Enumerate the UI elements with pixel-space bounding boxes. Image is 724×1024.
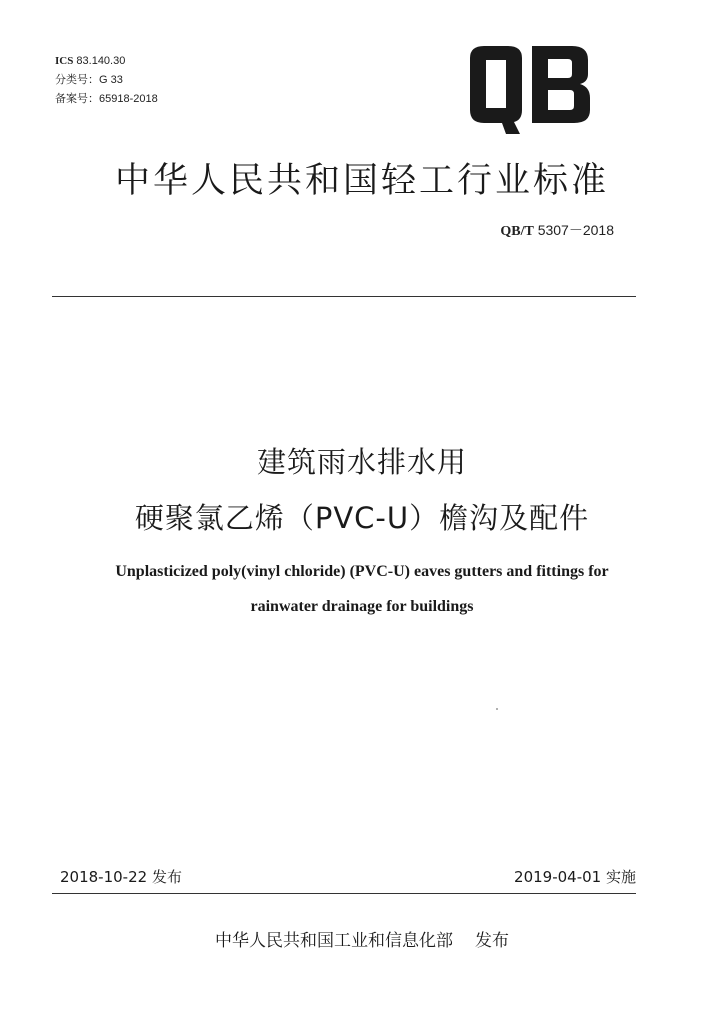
ics-row <box>55 52 158 71</box>
logo-letter-b <box>532 46 590 123</box>
ics-label: ICS <box>55 55 74 67</box>
top-divider <box>52 296 636 297</box>
title-en-line2: rainwater drainage for buildings <box>250 598 474 615</box>
issuer-line <box>0 926 724 951</box>
issuer-action: 发布 <box>475 931 509 951</box>
category-value: G 33 <box>99 74 123 86</box>
issuer-name: 中华人民共和国工业和信息化部 <box>215 931 453 951</box>
standard-code <box>500 220 614 240</box>
title-cn-line2: 硬聚氯乙烯（PVC-U）檐沟及配件 <box>134 501 590 535</box>
title-cn-line1: 建筑雨水排水用 <box>256 445 467 479</box>
standard-prefix: QB/T <box>500 224 534 239</box>
scan-speck <box>496 708 498 710</box>
filing-row <box>55 90 158 109</box>
title-en-line1: Unplasticized poly(vinyl chloride) (PVC-U) eaves gutters and fittings for <box>115 563 609 580</box>
standard-number: 5307－2018 <box>537 222 614 238</box>
issue-date: 2018-10-22 发布 <box>60 868 182 886</box>
category-row <box>55 71 158 90</box>
logo-letter-q <box>470 46 522 134</box>
category-label: 分类号： <box>55 74 99 86</box>
classification-block <box>55 52 158 109</box>
bottom-divider <box>52 893 636 894</box>
org-title: 中华人民共和国轻工行业标准 <box>114 161 609 201</box>
filing-value: 65918-2018 <box>99 93 158 105</box>
implementation-date: 2019-04-01 实施 <box>514 868 636 886</box>
filing-label: 备案号： <box>55 93 99 105</box>
qb-logo <box>462 44 594 136</box>
ics-value: 83.140.30 <box>76 55 126 67</box>
